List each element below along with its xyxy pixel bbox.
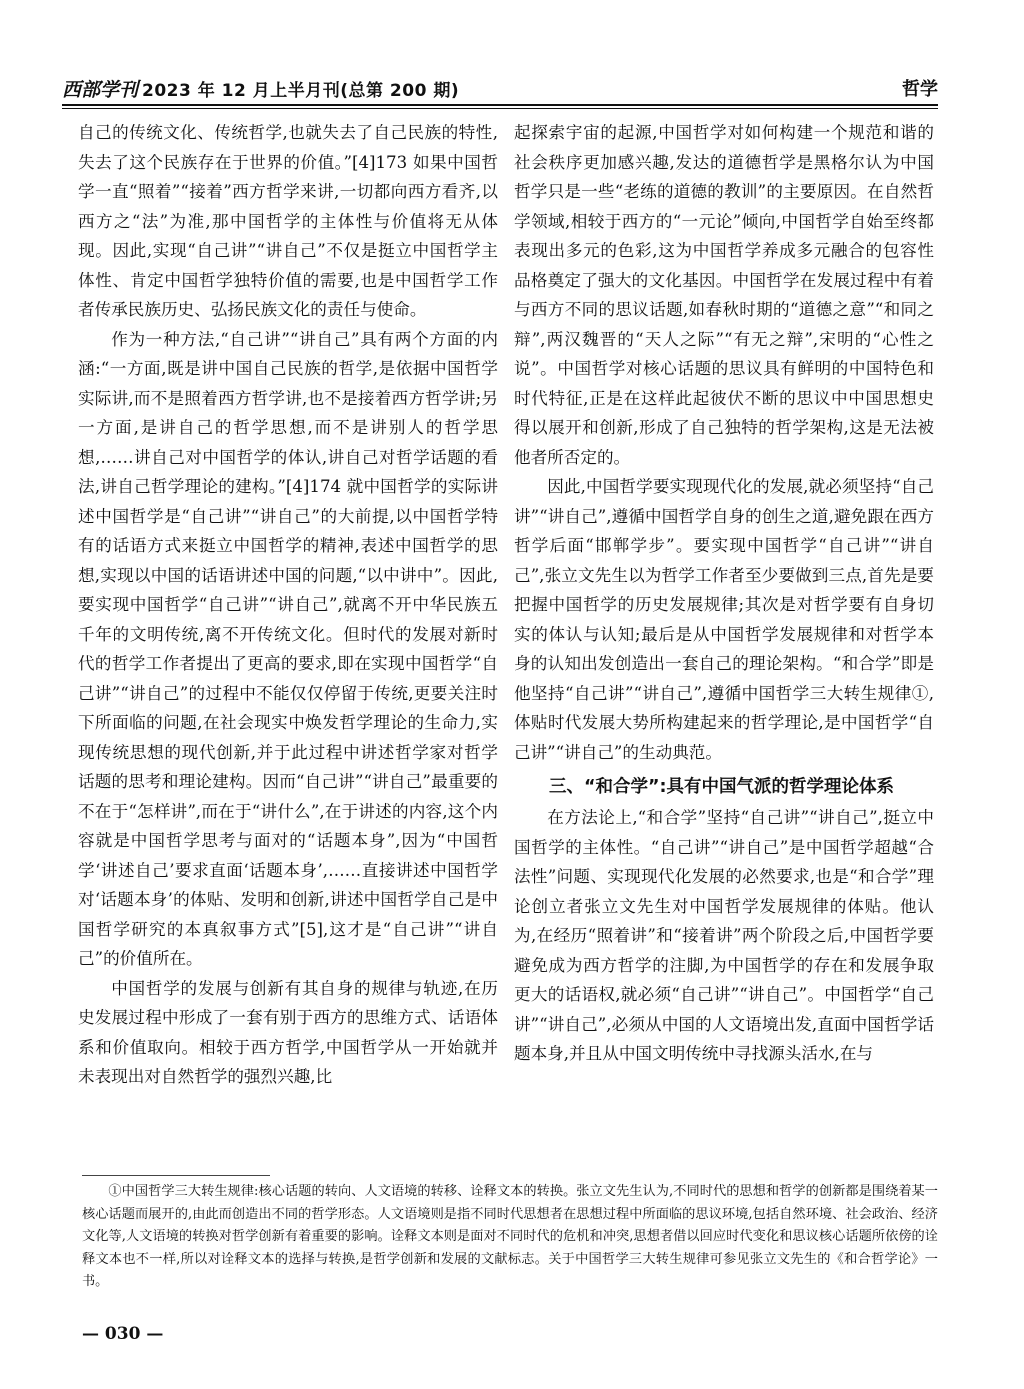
section-title: 哲学 — [902, 79, 938, 100]
right-column — [514, 118, 934, 1069]
footnote: ①中国哲学三大转生规律:核心话题的转向、人文语境的转移、诠释文本的转换。张立文先生认为,不同时代的思想和哲学的创新都是围绕着某一核心话题而展开的,由此而创造出不同的哲学形态。人文语境则是指不同时代思想者在思想过程中所面临的思议环境,包括自然环境、社会政治、经济文化等,人文语境的转换对哲学创新有着重要的影响。诠释文本则是面对不同时代的危机和冲突,思想者借以回应时代变化和思议核心话题所依傍的诠释文本也不一样,所以对诠释文本的选择与转换,是哲学创新和发展的文献标志。关于中国哲学三大转生规律可参见张立文先生的《和合哲学论》一书。 — [82, 1184, 938, 1289]
header-rule — [62, 104, 938, 106]
issue-info: 2023 年 12 月上半月刊(总第 200 期) — [142, 80, 460, 101]
paragraph: 作为一种方法,“自己讲”“讲自己”具有两个方面的内涵:“一方面,既是讲中国自己民族的哲学,是依据中国哲学实际讲,而不是照着西方哲学讲,也不是接着西方哲学讲;另一方面,是讲自己的哲学思想,而不是讲别人的哲学思想,……讲自己对中国哲学的体认,讲自己对哲学话题的看法,讲自己哲学理论的建构。”[4]174 就中国哲学的实际讲述中国哲学是“自己讲”“讲自己”的大前提,以中国哲学特有的话语方式来挺立中国哲学的精神,表述中国哲学的思想,实现以中国的话语讲述中国的问题,“以中讲中”。因此,要实现中国哲学“自己讲”“讲自己”,就离不开中华民族五千年的文明传统,离不开传统文化。但时代的发展对新时代的哲学工作者提出了更高的要求,即在实现中国哲学“自己讲”“讲自己”的过程中不能仅仅停留于传统,更要关注时下所面临的问题,在社会现实中焕发哲学理论的生命力,实现传统思想的现代创新,并于此过程中讲述哲学家对哲学话题的思考和理论建构。因而“自己讲”“讲自己”最重要的不在于“怎样讲”,而在于“讲什么”,在于讲述的内容,这个内容就是中国哲学思考与面对的“话题本身”,因为“中国哲学‘讲述自己’要求直面‘话题本身’,……直接讲述中国哲学对‘话题本身’的体贴、发明和创新,讲述中国哲学自己是中国哲学研究的本真叙事方式”[5],这才是“自己讲”“讲自己”的价值所在。 — [78, 329, 498, 968]
journal-info — [62, 75, 459, 102]
paragraph: 因此,中国哲学要实现现代化的发展,就必须坚持“自己讲”“讲自己”,遵循中国哲学自身的创生之道,避免跟在西方哲学后面“邯郸学步”。要实现中国哲学“自己讲”“讲自己”,张立文先生以为哲学工作者至少要做到三点,首先是要把握中国哲学的历史发展规律;其次是对哲学要有自身切实的体认与认知;最后是从中国哲学发展规律和对哲学本身的认知出发创造出一套自己的理论架构。“和合学”即是他坚持“自己讲”“讲自己”,遵循中国哲学三大转生规律①,体贴时代发展大势所构建起来的哲学理论,是中国哲学“自己讲”“讲自己”的生动典范。 — [514, 477, 934, 762]
header-rule-thin — [62, 108, 938, 109]
page-header — [62, 72, 938, 104]
footnote-rule — [82, 1175, 270, 1176]
page-number: — 030 — — [82, 1324, 164, 1344]
paragraph: 起探索宇宙的起源,中国哲学对如何构建一个规范和谐的社会秩序更加感兴趣,发达的道德哲学是黑格尔认为中国哲学只是一些“老练的道德的教训”的主要原因。在自然哲学领域,相较于西方的“一元论”倾向,中国哲学自始至终都表现出多元的色彩,这为中国哲学养成多元融合的包容性品格奠定了强大的文化基因。中国哲学在发展过程中有着与西方不同的思议话题,如春秋时期的“道德之意”“和同之辩”,两汉魏晋的“天人之际”“有无之辩”,宋明的“心性之说”。中国哲学对核心话题的思议具有鲜明的中国特色和时代特征,正是在这样此起彼伏不断的思议中中国思想史得以展开和创新,形成了自己独特的哲学架构,这是无法被他者所否定的。 — [514, 123, 934, 467]
left-column — [78, 118, 498, 1092]
paragraph: 在方法论上,“和合学”坚持“自己讲”“讲自己”,挺立中国哲学的主体性。“自己讲”“讲自己”是中国哲学超越“合法性”问题、实现现代化发展的必然要求,也是“和合学”理论创立者张立文先生对中国哲学发展规律的体贴。他认为,在经历“照着讲”和“接着讲”两个阶段之后,中国哲学要避免成为西方哲学的注脚,为中国哲学的存在和发展争取更大的话语权,就必须“自己讲”“讲自己”。中国哲学“自己讲”“讲自己”,必须从中国的人文语境出发,直面中国哲学话题本身,并且从中国文明传统中寻找源头活水,在与 — [514, 808, 934, 1063]
paragraph: 自己的传统文化、传统哲学,也就失去了自己民族的特性,失去了这个民族存在于世界的价值。”[4]173 如果中国哲学一直“照着”“接着”西方哲学来讲,一切都向西方看齐,以西方之“法”为准,那中国哲学的主体性与价值将无从体现。因此,实现“自己讲”“讲自己”不仅是挺立中国哲学主体性、肯定中国哲学独特价值的需要,也是中国哲学工作者传承民族历史、弘扬民族文化的责任与使命。 — [78, 123, 498, 319]
journal-logo: 西部学刊 — [62, 78, 139, 101]
section-heading: 三、“和合学”:具有中国气派的哲学理论体系 — [549, 777, 894, 797]
paragraph: 中国哲学的发展与创新有其自身的规律与轨迹,在历史发展过程中形成了一套有别于西方的思维方式、话语体系和价值取向。相较于西方哲学,中国哲学从一开始就并未表现出对自然哲学的强烈兴趣,比 — [78, 978, 498, 1086]
